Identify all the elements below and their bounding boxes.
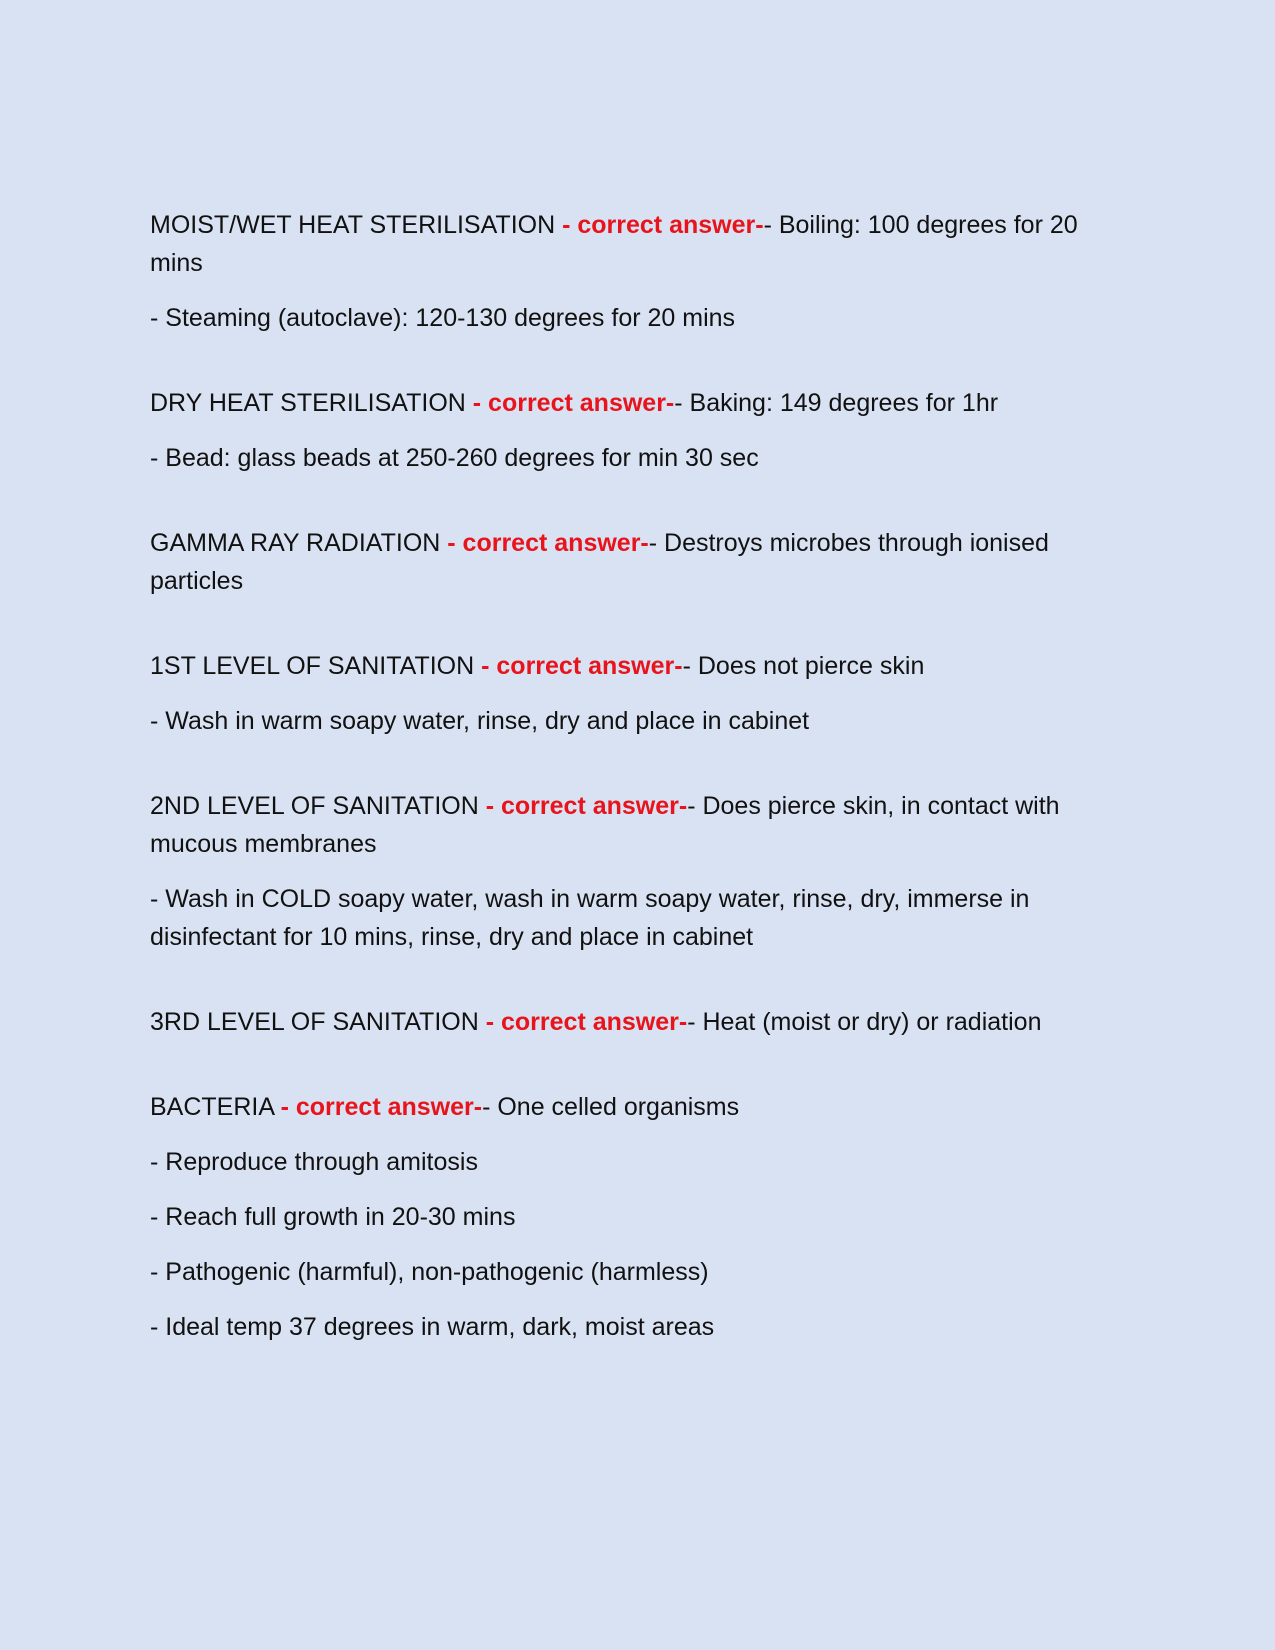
- answer-tag: - correct answer-: [280, 1093, 483, 1121]
- answer-detail: - Ideal temp 37 degrees in warm, dark, moist areas: [150, 1313, 715, 1341]
- answer-tag: - correct answer-: [485, 792, 688, 820]
- entry-level-3: [150, 1003, 1125, 1041]
- question-line: [150, 384, 1100, 422]
- term: 1ST LEVEL OF SANITATION: [150, 652, 475, 680]
- entry-gamma-ray: [150, 524, 1125, 600]
- entry-level-1: [150, 647, 1125, 740]
- entry-moist-wet-heat: [150, 206, 1125, 337]
- answer-tag: - correct answer-: [447, 529, 649, 557]
- question-line: [150, 647, 1100, 685]
- answer-detail: - Bead: glass beads at 250-260 degrees for min 30 sec: [150, 444, 759, 472]
- question-line: [150, 787, 1100, 863]
- question-line: [150, 524, 1100, 600]
- answer-text: - Does pierce skin, in contact with mucous membranes: [150, 792, 1060, 858]
- question-line: [150, 1003, 1100, 1041]
- answer-tag: - correct answer-: [472, 389, 675, 417]
- answer-detail: - Steaming (autoclave): 120-130 degrees for 20 mins: [150, 304, 736, 332]
- term: DRY HEAT STERILISATION: [150, 389, 466, 417]
- question-line: [150, 1088, 1100, 1126]
- term: GAMMA RAY RADIATION: [150, 529, 441, 557]
- term: BACTERIA: [150, 1093, 274, 1121]
- answer-tag: - correct answer-: [481, 652, 683, 680]
- answer-detail: - Wash in COLD soapy water, wash in warm soapy water, rinse, dry, immerse in disinfectant for 10 mins, rinse, dry and place in cabinet: [150, 885, 1030, 951]
- entry-dry-heat: [150, 384, 1125, 477]
- answer-detail: - Wash in warm soapy water, rinse, dry and place in cabinet: [150, 707, 810, 735]
- answer-detail: - Reach full growth in 20-30 mins: [150, 1203, 516, 1231]
- answer-text: - Heat (moist or dry) or radiation: [687, 1008, 1042, 1036]
- question-line: [150, 206, 1100, 282]
- term: 2ND LEVEL OF SANITATION: [150, 792, 479, 820]
- entry-level-2: [150, 787, 1125, 956]
- answer-detail: - Reproduce through amitosis: [150, 1148, 478, 1176]
- answer-detail: - Pathogenic (harmful), non-pathogenic (harmless): [150, 1258, 709, 1286]
- answer-text: - Destroys microbes through ionised particles: [150, 529, 1049, 595]
- answer-text: - One celled organisms: [482, 1093, 740, 1121]
- answer-tag: - correct answer-: [562, 211, 764, 239]
- entry-bacteria: [150, 1088, 1125, 1346]
- term: MOIST/WET HEAT STERILISATION: [150, 211, 556, 239]
- answer-text: - Baking: 149 degrees for 1hr: [674, 389, 999, 417]
- term: 3RD LEVEL OF SANITATION: [150, 1008, 479, 1036]
- answer-text: - Does not pierce skin: [682, 652, 925, 680]
- answer-text: - Boiling: 100 degrees for 20 mins: [150, 211, 1078, 277]
- answer-tag: - correct answer-: [485, 1008, 688, 1036]
